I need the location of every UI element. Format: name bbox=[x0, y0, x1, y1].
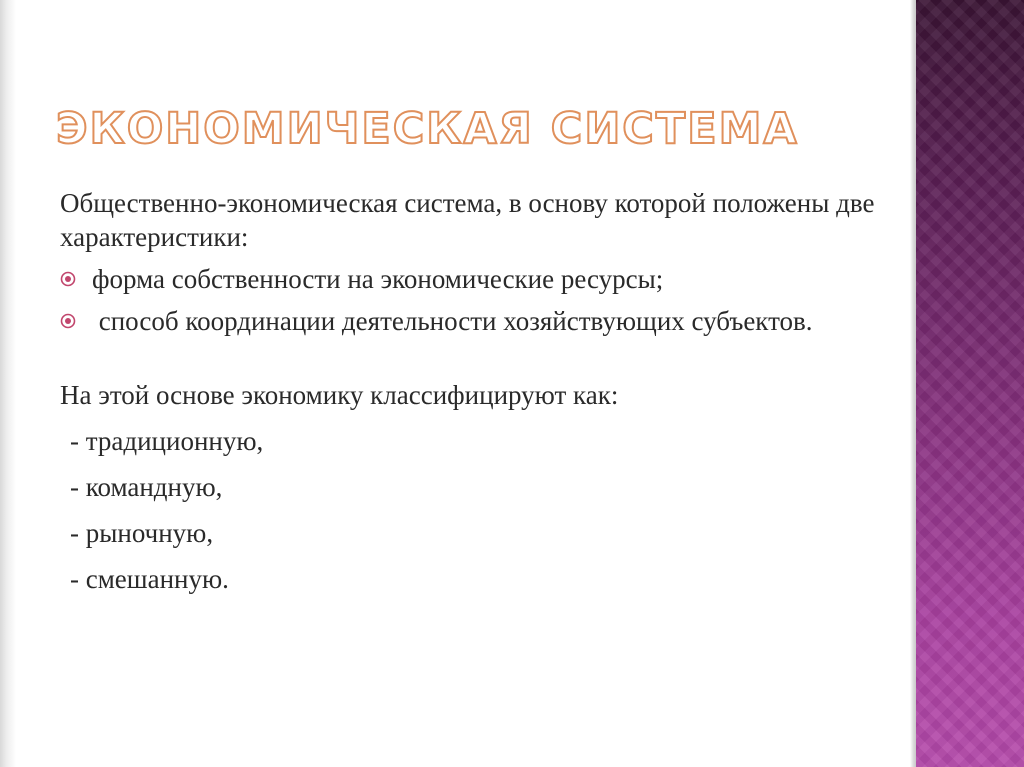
bullet-item bbox=[60, 304, 880, 338]
slide-title: ЭКОНОМИЧЕСКАЯ СИСТЕМА bbox=[56, 104, 799, 154]
left-edge-shadow bbox=[0, 0, 16, 767]
slide-body bbox=[60, 186, 880, 596]
economy-type-item: - традиционную, bbox=[70, 426, 264, 456]
decorative-side-band bbox=[916, 0, 1024, 767]
economy-type-item: - командную, bbox=[70, 472, 223, 502]
bullet-item bbox=[60, 262, 880, 296]
circle-dot-icon bbox=[60, 271, 76, 287]
bullet-text: способ координации деятельности хозяйствующих субъектов. bbox=[92, 306, 813, 336]
intro-text: Общественно-экономическая система, в основу которой положены две характеристики: bbox=[60, 188, 875, 252]
classification-text: На этой основе экономику классифицируют как: bbox=[60, 380, 619, 410]
spacer bbox=[60, 346, 880, 378]
bullet-text: форма собственности на экономические ресурсы; bbox=[92, 264, 664, 294]
economy-type-item: - смешанную. bbox=[70, 564, 229, 594]
circle-dot-icon bbox=[60, 313, 76, 329]
economy-type-item: - рыночную, bbox=[70, 518, 214, 548]
